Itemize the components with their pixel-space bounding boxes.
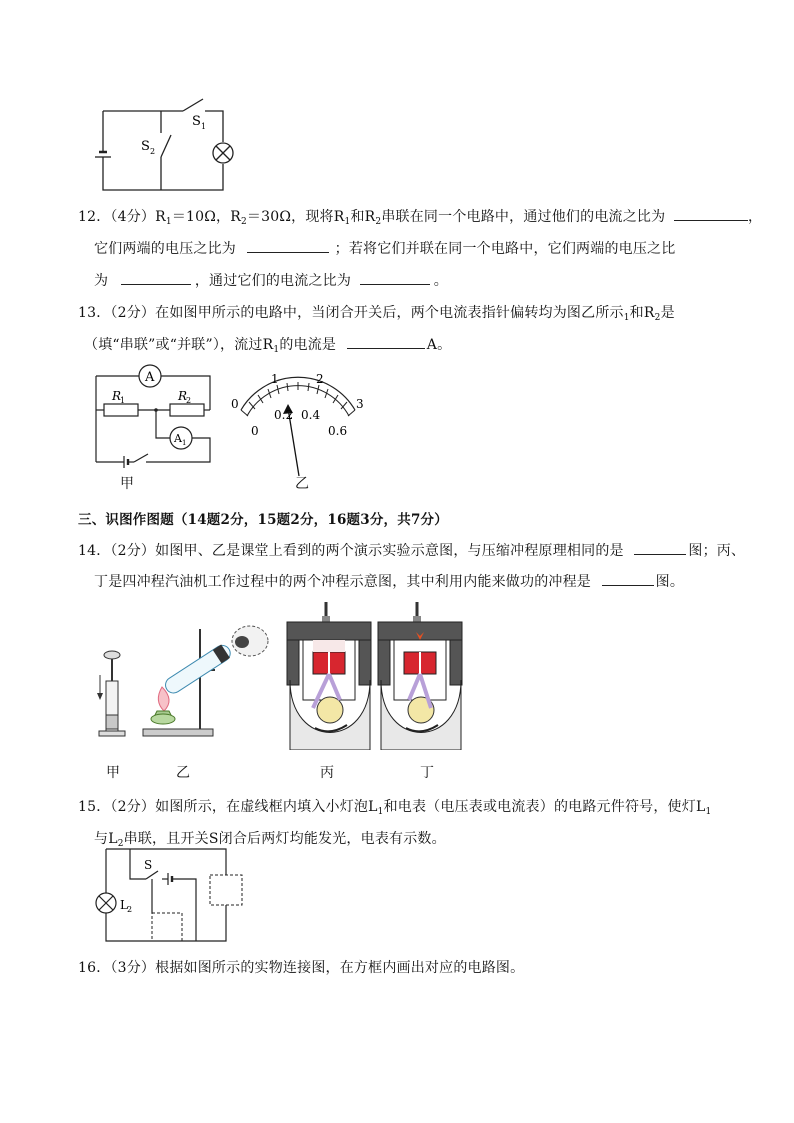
fig14-heated-tube xyxy=(140,615,270,740)
q13-circuit-jia xyxy=(90,362,220,470)
answer-blank[interactable] xyxy=(247,238,329,253)
r2-sub: 2 xyxy=(186,396,192,405)
dial-top-0: 0 xyxy=(231,397,239,411)
dial-bottom-0: 0 xyxy=(251,424,259,438)
switch-s-label: S xyxy=(144,858,153,872)
dial-top-1: 1 xyxy=(271,372,279,386)
q14-line1: 14．（2分）如图甲、乙是课堂上看到的两个演示实验示意图，与压缩冲程原理相同的是 图；丙、 xyxy=(78,540,745,560)
s2-sub: 2 xyxy=(150,147,156,156)
caption-14-yi: 乙 xyxy=(176,765,190,781)
dashed-box-right[interactable] xyxy=(210,875,242,905)
ammeter-a-label: A xyxy=(145,370,155,385)
caption-jia: 甲 xyxy=(120,476,134,492)
dial-top-2: 2 xyxy=(316,372,324,386)
r2-label: R xyxy=(178,389,188,403)
s1-label: S xyxy=(192,114,201,129)
dial-bottom-1: 0.2 xyxy=(274,408,294,422)
dial-bottom-3: 0.6 xyxy=(328,424,348,438)
answer-blank[interactable] xyxy=(347,334,425,349)
answer-blank[interactable] xyxy=(121,270,191,285)
answer-blank[interactable] xyxy=(634,540,686,555)
answer-blank[interactable] xyxy=(360,270,430,285)
dial-top-3: 3 xyxy=(356,397,364,411)
q12-line1: 12．（4分）$R_1=10\Omega$，$R_2=30\Omega$，现将$R_1$和$R_2$串联在同一个电路中，通过他们的电流之比为 ， xyxy=(78,206,762,227)
l2-sub: 2 xyxy=(127,905,133,914)
answer-blank[interactable] xyxy=(674,206,748,221)
q12-line2: 它们两端的电压之比为 ；若将它们并联在同一个电路中，它们两端的电压之比 xyxy=(94,238,675,258)
r1-label: R xyxy=(112,389,122,403)
caption-14-ding: 丁 xyxy=(420,765,434,781)
q12-line3: 为 ，通过它们的电流之比为 。 xyxy=(94,270,448,290)
section-3-heading: 三、识图作图题（14题2分，15题2分，16题3分，共7分） xyxy=(78,512,448,528)
caption-14-jia: 甲 xyxy=(106,765,120,781)
fig14-air-syringe xyxy=(95,645,131,740)
q13-line2: （填“串联”或“并联”），流过$R_1$的电流是 A。 xyxy=(84,334,451,355)
ammeter-a1-label: A xyxy=(174,432,182,445)
q15-circuit-figure xyxy=(92,845,244,945)
dial-bottom-2: 0.4 xyxy=(301,408,321,422)
caption-yi: 乙 xyxy=(295,476,309,492)
q15-line1: 15．（2分）如图所示，在虚线框内填入小灯泡$L_1$和电表（电压表或电流表）的电路元件符号，使灯$L_1$ xyxy=(78,799,712,817)
fig14-engine-ding xyxy=(376,600,466,750)
q13-line1: 13．（2分）在如图甲所示的电路中，当闭合开关后，两个电流表指针偏转均为图乙所示$_1$和$R_2$是 xyxy=(78,305,675,323)
top-circuit-figure xyxy=(95,95,255,195)
caption-14-bing: 丙 xyxy=(320,765,334,781)
s2-label: S xyxy=(141,139,150,154)
dashed-box-bottom[interactable] xyxy=(152,913,182,941)
answer-blank[interactable] xyxy=(602,571,654,586)
r1-sub: 1 xyxy=(120,396,126,405)
q16-line1: 16．（3分）根据如图所示的实物连接图，在方框内画出对应的电路图。 xyxy=(78,960,525,976)
l2-label: L xyxy=(120,898,128,912)
junction-dot xyxy=(154,408,158,412)
q15-line2: 与$L_2$串联，且开关S闭合后两灯均能发光，电表有示数。 xyxy=(94,831,446,849)
ammeter-a1-sub: 1 xyxy=(182,439,187,447)
s1-sub: 1 xyxy=(201,122,207,131)
q13-meter-dial xyxy=(225,368,370,488)
q14-line2: 丁是四冲程汽油机工作过程中的两个冲程示意图，其中利用内能来做功的冲程是 图。 xyxy=(94,571,684,591)
fig14-engine-bing xyxy=(285,600,375,750)
